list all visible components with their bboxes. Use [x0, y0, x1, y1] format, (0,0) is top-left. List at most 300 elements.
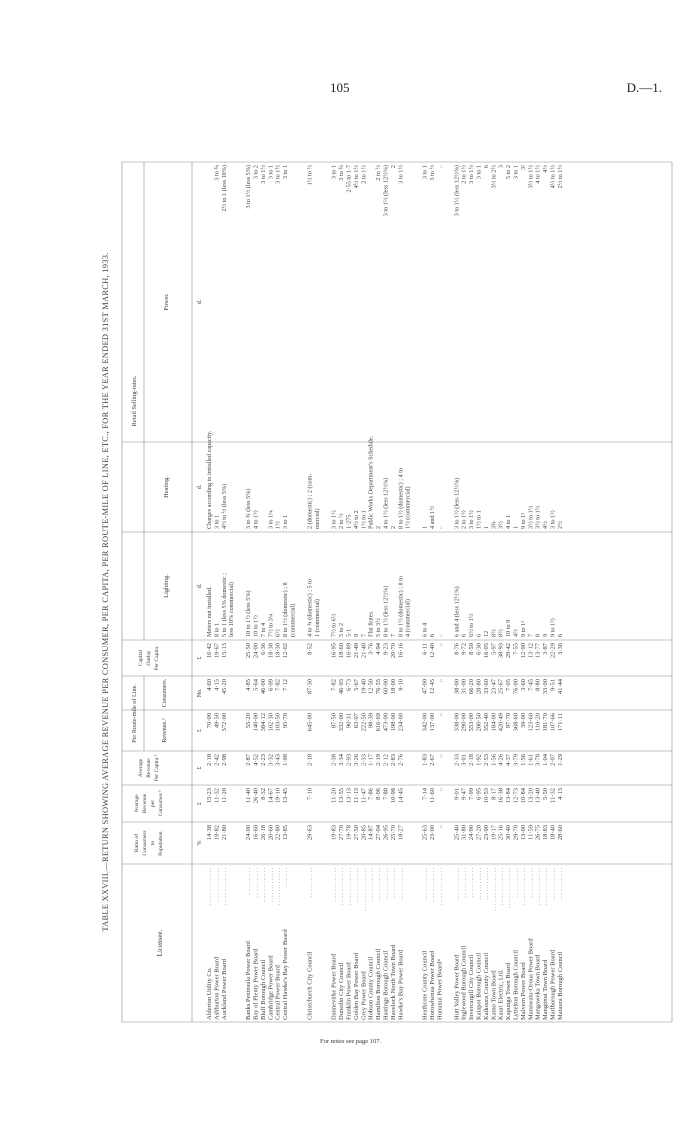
heating-rate: 3½ to 1½	[534, 505, 542, 529]
licensee-name: Franklin Power Board	[345, 962, 353, 1020]
licensee-name: Hutt Valley Power Board	[453, 954, 461, 1020]
capital-value: 22·29	[549, 643, 557, 659]
route-revenue-value: 352·40	[482, 713, 490, 732]
leader-dots: . . . . . . . . . . .	[513, 868, 520, 897]
leader-dots: . . . . . . . . . . . . . .	[535, 868, 542, 906]
route-revenue-value: 70·00	[206, 713, 213, 729]
route-revenue-value: 200·50	[475, 713, 483, 732]
lighting-rate: Meters not installed.	[206, 586, 213, 637]
header-avg-capita: Per Capita.³	[154, 754, 160, 782]
power-rate: 2½ to 1½	[556, 165, 564, 189]
leader-dots: . . . . . . . . . . . .	[483, 868, 490, 900]
header-avg-consumer: Consumer.³	[158, 790, 164, 817]
route-revenue-value: 384·12	[259, 713, 267, 732]
capital-value: 8·76	[453, 643, 461, 655]
header-route-group: Per Route-mile of Line.	[131, 684, 138, 743]
avg-capita-value: 3·32	[267, 754, 275, 766]
header-power: Power.	[163, 293, 170, 311]
licensee-name: Kamo Town Board	[490, 970, 498, 1020]
power-rate: 3 to 1	[282, 165, 290, 180]
heating-rate: 2 to 1½	[460, 510, 468, 529]
leader-dots: . . . . . . . . . . .	[461, 868, 468, 897]
lighting-rate: 4 (commercial)	[404, 599, 412, 637]
capital-value: 13·77	[534, 643, 542, 659]
heating-rate: 1½ to 1	[360, 510, 368, 529]
avg-consumer-value: 11·32	[549, 788, 557, 803]
avg-consumer-value: 11·32	[213, 788, 221, 803]
lighting-rate: 9	[542, 633, 550, 637]
capital-value: 3·76	[367, 643, 375, 655]
avg-capita-value: 1·92	[475, 754, 483, 766]
avg-capita-value: 2·83	[389, 754, 397, 766]
avg-capita-value: 1·61	[527, 754, 535, 766]
header-capital: Per Capita.	[154, 645, 160, 671]
power-rate: 3²	[519, 165, 527, 170]
header-route-revenue: Revenue.³	[162, 718, 168, 743]
lighting-rate: 7	[527, 633, 535, 637]
header-avg-consumer: per	[150, 799, 156, 808]
header-avg-capita: Revenue	[146, 758, 152, 778]
route-consumers-value: 4·85	[245, 679, 253, 691]
ratio-value: 13·00	[519, 825, 527, 841]
capital-value: 6·30	[475, 643, 483, 655]
power-rate: 5 to 2	[505, 165, 513, 180]
route-revenue-value: 198·00	[389, 713, 397, 732]
leader-dots: . . . . . . . . . . . . . . . .	[361, 868, 368, 911]
leader-dots: . . . . . . . . . . .	[390, 868, 397, 897]
ratio-value: 18·40	[549, 825, 557, 841]
lighting-rate: 12	[482, 630, 490, 637]
heating-rate: 4 and 1½	[429, 506, 436, 529]
capital-value: 21·49	[352, 643, 360, 659]
route-consumers-value: 47·00	[421, 679, 429, 695]
licensee-name: Malvern Power Board	[519, 962, 527, 1020]
ratio-value: 27·04	[375, 825, 383, 841]
lighting-rate: 8	[534, 633, 542, 637]
heating-rate: 4½ to 2	[352, 510, 360, 529]
leader-dots: . . . . . . . . . . . . . .	[275, 868, 282, 906]
avg-consumer-value: 8·17	[490, 788, 498, 800]
avg-consumer-value: 7·99	[468, 788, 476, 800]
route-revenue-value: 553·00	[468, 713, 476, 732]
avg-capita-value: 1·29	[556, 754, 564, 766]
section-reference: D.—1.	[626, 80, 662, 95]
route-consumers-value: 6·09	[267, 679, 275, 691]
ratio-value: 26·95	[382, 825, 390, 841]
capital-value: 25·50	[245, 643, 253, 659]
route-consumers-value: 41·44	[556, 679, 564, 695]
avg-consumer-value: 10·84	[519, 788, 527, 804]
capital-value: 9·72	[460, 643, 468, 655]
route-consumers-value: 8·80	[534, 679, 542, 691]
leader-dots: . . . . . . . . . . . .	[476, 868, 483, 900]
route-consumers-value: 19·40	[360, 679, 368, 695]
leader-dots: . . . . . . . . . . . . . .	[543, 868, 550, 906]
ratio-value: 20·85	[360, 825, 368, 841]
ratio-value: 27·70	[338, 825, 346, 841]
lighting-rate: 6	[429, 633, 436, 637]
header-ratio: Ratio of	[134, 833, 140, 853]
heating-rate: 1½ to 1	[475, 510, 483, 529]
lighting-rate: 9 to 1½	[549, 618, 557, 637]
ratio-value: 21·80	[220, 825, 228, 841]
leader-dots: . . . . . . . . . . . . .	[268, 868, 275, 903]
route-consumers-value: 7·12	[282, 679, 290, 691]
licensee-name: Kaiapoi Borough Council	[475, 952, 483, 1020]
power-rate: 3½ to 2½	[490, 165, 498, 189]
header-avg-consumer: Revenue	[142, 793, 148, 814]
ratio-value: 25·63	[421, 825, 429, 841]
licensee-name: Inglewood Borough Council	[460, 945, 468, 1020]
power-rate: 2 to 1½	[460, 165, 468, 184]
avg-consumer-value: 5·50	[542, 788, 550, 800]
route-consumers-value: 23·47	[490, 679, 498, 695]
licensee-name: Hastings Borough Council	[382, 950, 390, 1020]
capital-value: ..	[436, 643, 444, 647]
lighting-rate: less 10% commercial)	[228, 582, 236, 637]
avg-consumer-value: 11·20	[220, 788, 228, 803]
ratio-value: 14·87	[367, 825, 375, 841]
heating-rate: 2	[375, 525, 383, 529]
heating-rate: 3 to ¾ (less 5%)	[245, 488, 253, 529]
power-rate: 3 to 1½	[397, 165, 405, 184]
avg-consumer-value: 15·23	[206, 788, 213, 804]
avg-consumer-value: 26·40	[252, 788, 260, 804]
route-consumers-value: 33·00	[542, 679, 550, 695]
capital-value: 19·67	[213, 643, 221, 659]
lighting-rate: 4 to ¾ (domestic) ; 5 to	[306, 579, 314, 637]
route-revenue-value: 123·60	[527, 713, 535, 732]
licensee-name: Hununui Power Board⁴	[436, 959, 444, 1020]
avg-capita-value: 2·18	[306, 754, 314, 766]
leader-dots: . . . . . . . . . . . . .	[353, 868, 360, 903]
route-revenue-value: 473·00	[382, 713, 390, 732]
avg-consumer-value: 13·40	[534, 788, 542, 804]
leader-dots: . . . . . . . . . . . .	[422, 868, 429, 900]
capital-value: 8·59	[468, 643, 476, 655]
heating-rate: mercial)	[313, 508, 321, 529]
heating-rate: Charges according to installed capacity.	[206, 430, 213, 529]
lighting-rate: 7	[389, 633, 397, 637]
capital-value: 21·40	[360, 643, 368, 659]
leader-dots: . . . . . . . . . . . . . .	[437, 868, 444, 906]
lighting-rate: 5·1	[345, 628, 353, 637]
lighting-rate: 6	[475, 633, 483, 637]
ratio-value: 25·70	[389, 825, 397, 841]
leader-dots: . . . . . . . . . . .	[528, 868, 535, 897]
route-consumers-value: 25·67	[497, 679, 505, 695]
licensee-name: Bluff Borough Council	[259, 959, 267, 1020]
ratio-value: 18·27	[397, 825, 405, 841]
power-rate: 3 to 1	[267, 165, 275, 180]
ratio-value: 26·75	[534, 825, 542, 841]
ratio-value: 29·63	[306, 825, 314, 841]
power-rate: 3	[497, 165, 505, 169]
lighting-rate: 8 to 1½ (domestic) ; 8	[282, 582, 290, 637]
licensee-name: Alderton Utility Co.	[206, 967, 213, 1020]
leader-dots: . . . . . . . . . . . .	[454, 868, 461, 900]
avg-consumer-value: 11·60	[429, 788, 436, 803]
capital-value: 16·16	[397, 643, 405, 659]
lighting-rate: 5 to 3½	[375, 618, 383, 637]
licensee-name: Central Power Board	[274, 965, 282, 1020]
lighting-rate: 10 to 1½ (less 5%)	[245, 590, 253, 637]
route-revenue-value: 616·69	[375, 713, 383, 732]
ratio-value: 19·17	[490, 825, 498, 841]
header-avg-capita: Average	[138, 758, 144, 778]
route-revenue-value: 87·50	[330, 713, 338, 729]
route-revenue-value: 234·00	[397, 713, 405, 732]
ratio-value: 24·00	[245, 825, 253, 841]
capital-value: 18·60	[338, 643, 346, 659]
avg-capita-value: 1·56	[519, 754, 527, 766]
licensee-name: Havelock North Town Board	[389, 944, 397, 1020]
leader-dots: . . . . . . . . . . . . . .	[498, 868, 505, 906]
heating-rate: 3½ to 1½	[527, 505, 535, 529]
power-rate: 3 to ¾	[213, 165, 221, 181]
lighting-rate: 7½ to 3¼	[267, 613, 275, 637]
licensee-name: Marlborough Power Board	[549, 949, 557, 1020]
route-revenue-value: 49·50	[213, 713, 221, 729]
heating-rate: 3 to 1½	[549, 510, 557, 529]
power-rate: 3 to 2	[252, 165, 260, 180]
licensee-name: Mangonui Town Board	[542, 959, 550, 1020]
avg-consumer-value: 9·47	[460, 788, 468, 800]
heating-rate: 3 to 1	[282, 514, 290, 529]
capital-value: 16·42	[206, 643, 213, 659]
avg-consumer-value: ..	[436, 788, 444, 792]
route-consumers-value: 5·67	[352, 679, 360, 691]
licensee-name: Hobson County Council	[367, 956, 375, 1020]
avg-consumer-value: 8·32	[259, 788, 267, 800]
heating-rate: 8 to 1½ (domestic) ; 4 to	[397, 467, 405, 529]
capital-value: 6·36	[259, 643, 267, 655]
ratio-value: 13·85	[282, 825, 290, 841]
avg-capita-value: 2·19	[375, 754, 383, 766]
capital-value: 12·02	[282, 643, 290, 659]
leader-dots: . . . . . . . . . . . . . .	[207, 868, 213, 906]
avg-consumer-value: 8·06	[375, 788, 383, 800]
route-revenue-value: 420·49	[497, 713, 505, 732]
route-consumers-value: 5·64	[252, 679, 260, 691]
route-revenue-value: 645·00	[306, 713, 314, 732]
lighting-rate: 5 to 1 (less 5% domestic ;	[220, 573, 228, 637]
unit-route-consumers: No.	[197, 688, 203, 698]
avg-capita-value: 3·01	[460, 754, 468, 766]
power-rate: 3 to 1	[512, 165, 520, 180]
avg-consumer-value: 13·45	[282, 788, 290, 804]
avg-capita-value: 2·53	[482, 754, 490, 766]
route-consumers-value: 66·20	[468, 679, 476, 695]
table-title: TABLE XXVIII.—RETURN SHOWING AVERAGE REVENUE PER CONSUMER, PER CAPITA, PER ROUTE-MILE OF LINE, ETC., FOR THE YEAR ENDED 31ST MARCH, 1933.	[101, 252, 110, 932]
licensee-name: Dunedin City Council	[338, 962, 346, 1020]
avg-capita-value: 2·67	[429, 754, 436, 766]
leader-dots: . . . . . . . . . . . . .	[368, 868, 375, 903]
heating-rate: 4 to 1½ (less 12½%)	[382, 477, 390, 529]
power-rate: 3 to 1½	[259, 165, 267, 184]
ratio-value: 28·60	[556, 825, 564, 841]
heating-rate: 2	[389, 525, 397, 529]
power-rate: 3 to 1	[475, 165, 483, 180]
route-consumers-value: 6·73	[345, 679, 353, 691]
avg-consumer-value: 10·98	[389, 788, 397, 804]
power-rate: 1½ to ½	[306, 165, 314, 186]
capital-value: 18·38	[267, 643, 275, 659]
lighting-rate: 6	[460, 633, 468, 637]
avg-capita-value: 2·18	[468, 754, 476, 766]
licensee-name: Kaikoura County Council	[482, 952, 490, 1020]
header-avg-consumer: Average	[134, 794, 140, 813]
licensee-name: Manawatu-Oroua Power Board	[527, 938, 535, 1020]
avg-capita-value: 1·56	[490, 754, 498, 766]
avg-consumer-value: 13·20	[527, 788, 535, 804]
lighting-rate: 9 to 1³	[519, 621, 527, 637]
avg-capita-value: 2·93	[345, 754, 353, 766]
notes-reference: For notes see page 107.	[320, 1038, 382, 1045]
power-rate: 2 to 1½	[360, 165, 368, 184]
lighting-rate: 8 to 1½ (domestic) ; 8 to	[397, 575, 405, 637]
avg-consumer-value: 13·13	[345, 788, 353, 804]
ratio-value: 18·83	[542, 825, 550, 841]
heating-rate: ..	[436, 525, 444, 529]
leader-dots: . . . . . . . . . . . .	[398, 868, 405, 900]
licensee-name: Kauri Electric, Ltd.	[497, 969, 505, 1020]
capital-value: 24·00	[252, 643, 260, 659]
capital-value: 3·36	[556, 643, 564, 655]
lighting-rate: 7½ to 6½	[330, 613, 338, 637]
ratio-value: 25·16	[497, 825, 505, 841]
route-revenue-value: 110·20	[534, 713, 542, 732]
heating-rate: 3 to 1¼	[267, 510, 275, 529]
leader-dots: . . . . . . . . . . . . .	[260, 868, 267, 903]
avg-capita-value: 4·37	[505, 754, 513, 766]
ratio-value: 31·80	[460, 825, 468, 841]
ratio-value: 27·20	[475, 825, 483, 841]
power-rate: 4½	[542, 165, 550, 173]
header-capital: Capital	[138, 649, 144, 667]
leader-dots: . . . . . . . . . . . .	[383, 868, 390, 900]
capital-value: 18·30	[274, 643, 282, 659]
route-revenue-value: 140·00	[252, 713, 260, 732]
route-revenue-value: 55·20	[245, 713, 253, 729]
power-rate: 3 to 1	[330, 165, 338, 180]
route-consumers-value: 7·45	[527, 679, 535, 691]
header-route-consumers: Consumers.	[162, 678, 168, 708]
avg-capita-value: 2·33	[360, 754, 368, 766]
route-revenue-value: 368·60	[512, 713, 520, 732]
capital-value: 12·40	[429, 643, 436, 659]
route-revenue-value: 137·00	[429, 713, 436, 732]
heating-rate: 4½ to ½ (less 5%)	[220, 483, 228, 529]
heating-rate: 9 to 1³	[519, 513, 527, 529]
avg-capita-value: 2·33	[453, 754, 461, 766]
route-consumers-value: 7·82	[274, 679, 282, 691]
avg-capita-value: 2·98	[220, 754, 228, 766]
route-revenue-value: 222·50	[360, 713, 368, 732]
licensee-name: Mataura Borough Council	[556, 951, 564, 1020]
avg-capita-value: 2·42	[213, 754, 221, 766]
leader-dots: . . . . . . . . . . . . . .	[520, 868, 527, 906]
leader-dots: . . . . . . . . . . . .	[550, 868, 557, 900]
licensee-name: Lyttelton Borough Council	[512, 949, 520, 1020]
leader-dots: . . . . . . . . . . . .	[376, 868, 383, 900]
power-rate: 6	[482, 165, 490, 169]
power-rate: 4 to 1½	[534, 165, 542, 184]
leader-dots: . . . . . . . . . . . . . .	[339, 868, 346, 906]
lighting-rate: 9	[352, 633, 360, 637]
avg-consumer-value: 12·73	[512, 788, 520, 804]
route-revenue-value: 63·07	[352, 713, 360, 729]
leader-dots: . . . . . . . . . . .	[307, 868, 314, 897]
route-consumers-value: 7·82	[330, 679, 338, 691]
licensee-name: Christchurch City Council	[306, 951, 314, 1020]
avg-capita-value: 1·83	[421, 754, 429, 766]
route-revenue-value: 98·39	[367, 713, 375, 729]
power-rate: 2·55 to 1·7	[345, 165, 353, 193]
heating-rate: 3 to 1½	[330, 510, 338, 529]
unit-avg-consumer: £	[197, 802, 203, 805]
route-consumers-value: 28·80	[475, 679, 483, 695]
avg-consumer-value: 6·95	[475, 788, 483, 800]
avg-capita-value: 4·52	[252, 754, 260, 766]
power-rate: 3 to 1½ (less 5%)	[245, 165, 253, 209]
unit-route-revenue: £	[197, 729, 203, 732]
header-ratio: Consumers	[142, 830, 148, 856]
route-revenue-value: 39·00	[519, 713, 527, 729]
lighting-rate: 5 to 2	[338, 622, 346, 637]
heating-rate: 1·275	[345, 514, 353, 529]
header-ratio: to	[150, 840, 156, 846]
power-rate: 3 to 1	[421, 165, 429, 180]
route-consumers-value: ..	[436, 679, 444, 683]
heating-rate: 3 to 1½	[468, 510, 476, 529]
route-consumers-value: 33·60	[482, 679, 490, 695]
ratio-value: 14·38	[206, 825, 213, 841]
heating-rate: 1	[482, 525, 490, 529]
avg-consumer-value: 11·47	[360, 788, 368, 803]
route-revenue-value: 290·00	[460, 713, 468, 732]
route-consumers-value: 76·55	[375, 679, 383, 695]
unit-power: d.	[197, 299, 203, 305]
leader-dots: . . . . . . . . . . .	[469, 868, 476, 897]
route-revenue-value: 338·00	[453, 713, 461, 732]
avg-capita-value: 3·43	[274, 754, 282, 766]
heating-rate: Public Works Department's Schedule.	[367, 435, 375, 529]
ratio-value: 16·60	[252, 825, 260, 841]
heating-rate: 4½	[542, 521, 550, 529]
heating-rate: 1½ (commercial)	[404, 486, 412, 529]
power-rate: 4½ to 1½	[549, 165, 557, 189]
lighting-rate: 4½	[512, 629, 520, 637]
avg-capita-value: 1·04	[542, 754, 550, 766]
leader-dots: . . . . . . . . . .	[246, 868, 253, 895]
avg-capita-value: 1·98	[282, 754, 290, 766]
power-rate: 3½ to 1½	[527, 165, 535, 189]
power-rate: 3 to 1½	[274, 165, 282, 184]
route-revenue-value: ..	[436, 713, 444, 717]
leader-dots: . . . . . . . . . . .	[253, 868, 260, 897]
route-consumers-value: 9·51	[549, 679, 557, 691]
avg-capita-value: 4·26	[497, 754, 505, 766]
capital-value: 13·12	[527, 643, 535, 659]
power-rate: 4½ to 1½	[352, 165, 360, 189]
route-consumers-value: 76·00	[512, 679, 520, 695]
capital-value: 7·55	[512, 643, 520, 655]
licensee-name: Heathcote County Council	[421, 950, 429, 1020]
capital-value: 3·87	[542, 643, 550, 655]
power-rate: 2	[389, 165, 397, 169]
capital-value: 16·95	[330, 643, 338, 659]
